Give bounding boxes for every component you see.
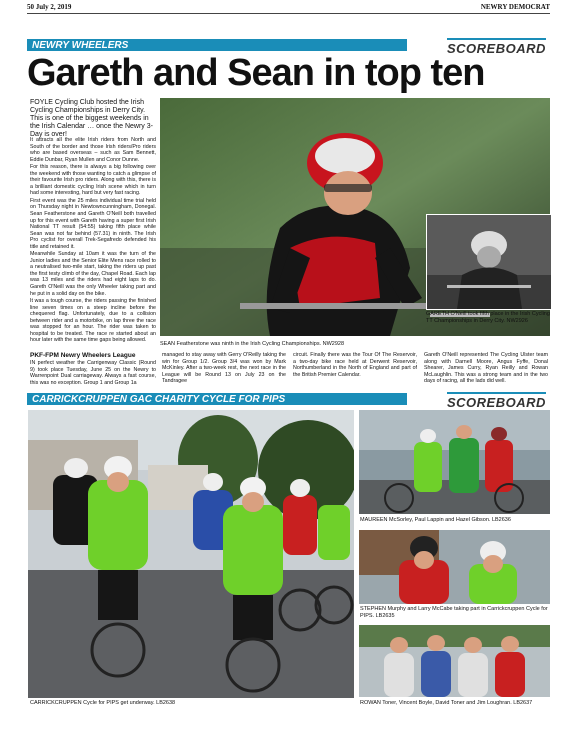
folio-left: 50 July 2, 2019 (27, 3, 72, 11)
body-paragraph: For this reason, there is always a big following over the weekend with those wanting to catch a glimpse of their favourite Irish pro riders. Along with this, there is a brilliant domestic cycling Irish scene which in turn had some interesting, hard but very fast racing. (30, 164, 156, 197)
group-cycle-photo (28, 410, 354, 698)
headline: Gareth and Sean in top ten (27, 52, 485, 94)
scoreboard-logo: SCOREBOARD (447, 38, 546, 56)
scoreboard-logo: SCOREBOARD (447, 392, 546, 410)
folio-right: NEWRY DEMOCRAT (480, 3, 550, 11)
section-label-newry-wheelers (27, 39, 407, 51)
section-label-carrickcruppen (27, 393, 407, 405)
main-photo-caption: SEAN Featherstone was ninth in the Irish Cycling Championships. NW2928 (160, 341, 345, 347)
inset-photo-caption: GARETH O'Neill took fifth place in the Irish Cycling TT Championships in Derry City. NW2926 (426, 311, 550, 324)
photo-toner-boyle-loughran (359, 625, 550, 697)
body-paragraph: First event was the 25 miles individual time trial held on Thursday night in Newtowncunningham, Donegal. Sean Featherstone and Gareth O'Neill both travelled up for this event with Gareth having a super first Irish National TT result (54:55) taking fifth place while Sean was not far behind (57.31) in ninth. The Irish Pro cyclist for overall Trek-Segafredo defended his title and retained it. (30, 197, 156, 250)
league-column-4: Gareth O'Neill represented The Cycling Ulster team along with Darnell Moore, Angus Fyffe, Donal Shearer, James Curry, Ryan Reilly and Rowan McLaughlin. This was a strong team and in the two days of racing, all the lads did well. (424, 352, 548, 385)
photo-mcsorley-lappin-gibson (359, 410, 550, 514)
body-paragraph: It attracts all the elite Irish riders from North and South of the border and those Irish riders/Pro riders who are based overseas – such as Sam Bennett, Eddie Dunbar, Ryan Mullen and Conor Dunne. (30, 137, 156, 163)
photo-caption-2: STEPHEN Murphy and Larry McCabe taking part in Carrickcruppen Cycle for PIPS. LB2635 (360, 606, 548, 619)
photo-caption-3: ROWAN Toner, Vincent Boyle, David Toner and Jim Loughran. LB2637 (360, 700, 533, 706)
league-column-1: IN perfect weather the Carrigenway Classic (Round 9) took place Tuesday, June 25 on the Newry to Warrenpoint Dual carriageway. Always a fast course, this was no exception. Group 1 and Group 1a (30, 360, 156, 386)
league-column-3: circuit. Finally there was the Tour Of The Reservoir, a two-day bike race held at Derwent Reservoir, Northumberland in the North of England and part of the British Premier Calendar. (293, 352, 417, 378)
league-subhead: PKF-FPM Newry Wheelers League (30, 352, 136, 359)
photo-murphy-mccabe (359, 530, 550, 604)
inset-photo-gareth (426, 214, 552, 310)
body-paragraph: It was a tough course, the riders passing the finished line seven times on a steep incline before the chequered flag. Unfortunately, due to a collision between rider and a motorbike, on lap three the race was stopped for an hour. The rider was taken to hospital to be treated. The race re started about an hour later with the same time gaps being allowed. (30, 298, 156, 344)
top-rule (27, 13, 550, 14)
intro-text: FOYLE Cycling Club hosted the Irish Cycling Championships in Derry City. This is one of the biggest weekends in the Irish Calendar … once the Newry 3-Day is over! (30, 99, 153, 138)
league-column-2: managed to stay away with Gerry O'Reilly taking the win for Group 1/2. Group 3/4 was won by Mark McKinley. After a two-week rest, the next race in the League will be Round 13 on July 23 on the Tandragee (162, 352, 286, 385)
section-label-text: NEWRY WHEELERS (32, 39, 129, 51)
article-body (30, 137, 156, 344)
photo-caption-1: MAUREEN McSorley, Paul Lappin and Hazel Gibson. LB2636 (360, 517, 511, 523)
group-cycle-caption: CARRICKCRUPPEN Cycle for PIPS get underway. LB2638 (30, 700, 176, 706)
section-label-text: CARRICKCRUPPEN GAC CHARITY CYCLE FOR PIPS (32, 393, 286, 405)
body-paragraph: Meanwhile Sunday at 10am it was the turn of the Junior ladies and the Senior Elite Mens race rolled to a neutralised two-mile start, taking the riders up past the first testy climb of the day, Chapel Road. Each lap was 13 miles and the riders had eight laps to do. Gareth O'Neill was the only Wheeler taking part and he put in a solid day on the bike. (30, 251, 156, 297)
